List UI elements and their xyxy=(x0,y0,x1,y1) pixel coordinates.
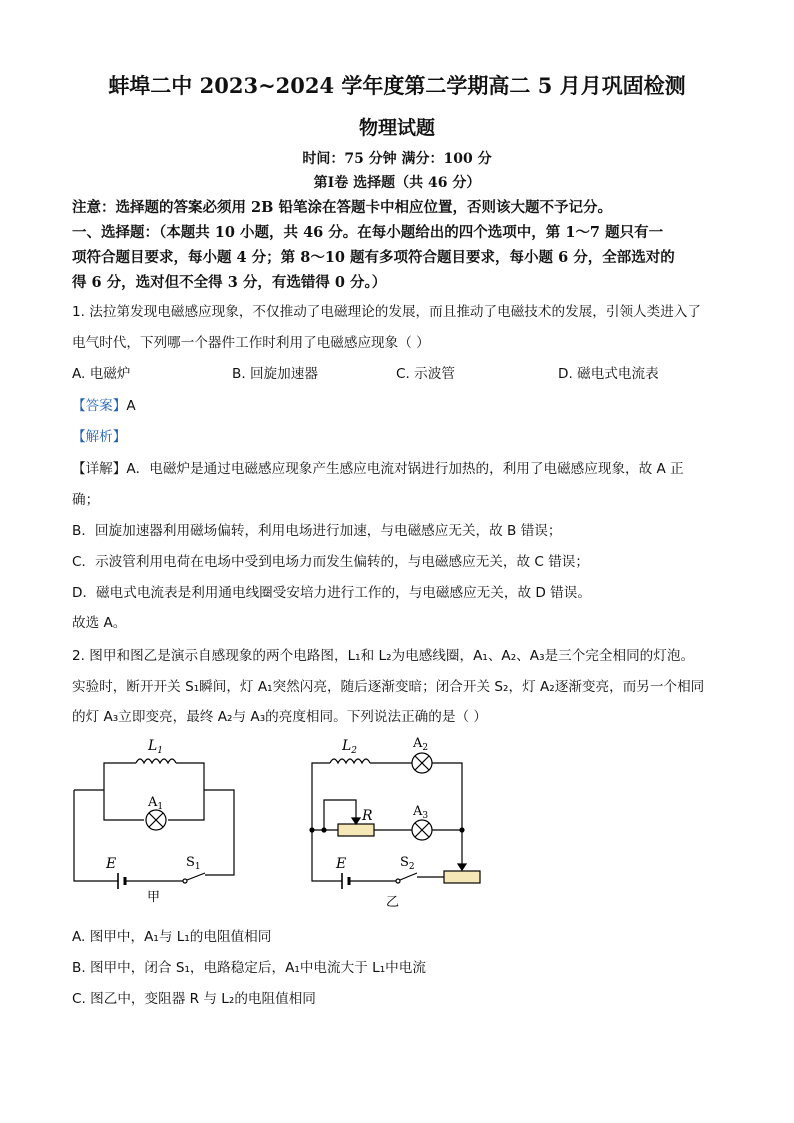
q1-detail-a-line2: 确； xyxy=(72,492,100,508)
subject-title: 物理试题 xyxy=(358,117,435,139)
yi-resistor-r xyxy=(338,824,374,836)
q2-stem-line1: 2. 图甲和图乙是演示自感现象的两个电路图，L₁和 L₂为电感线圈，A₁、A₂、A₃是三个完全相同的灯泡。 xyxy=(72,648,695,664)
answer-tag: 【答案】 xyxy=(72,398,127,414)
yi-rheostat-slider-arrow xyxy=(458,864,466,870)
yi-label-a2: $A_2$ xyxy=(413,736,429,753)
jia-branch-lamp-left xyxy=(104,790,144,820)
answer-value: A xyxy=(126,398,136,414)
detail-a-text: A．电磁炉是通过电磁感应现象产生感应电流对锅进行加热的，利用了电磁感应现象，故 A 正 xyxy=(126,461,684,477)
q1-option-d: D. 磁电式电流表 xyxy=(558,366,659,382)
jia-label-a: $A_1$ xyxy=(148,795,164,812)
yi-label-l: $L_2$ xyxy=(342,738,358,756)
q1-conclusion: 故选 A。 xyxy=(72,615,127,631)
yi-junction-slider xyxy=(322,828,326,832)
section-title-line3: 得 6 分，选对但不全得 3 分，有选错得 0 分。） xyxy=(72,274,387,291)
yi-switch-pivot xyxy=(396,879,400,883)
jia-caption: 甲 xyxy=(147,890,161,905)
jia-label-s: $S_1$ xyxy=(186,855,201,872)
section-title-line1: 一、选择题：（本题共 10 小题，共 46 分。在每小题给出的四个选项中，第 1～7 题只有一 xyxy=(72,224,664,241)
q1-option-a: A. 电磁炉 xyxy=(72,366,131,382)
detail-tag: 【详解】 xyxy=(72,461,127,477)
q2-option-c: C. 图乙中，变阻器 R 与 L₂的电阻值相同 xyxy=(72,991,316,1007)
notice: 注意：选择题的答案必须用 2B 铅笔涂在答题卡中相应位置，否则该大题不予记分。 xyxy=(72,199,612,216)
jia-wire-right xyxy=(204,790,234,875)
jia-switch-blade xyxy=(187,873,205,880)
yi-label-r: R xyxy=(362,808,373,824)
yi-junction-right xyxy=(460,828,464,832)
q1-stem-line2: 电气时代，下列哪一个器件工作时利用了电磁感应现象（ ） xyxy=(72,335,430,351)
yi-label-e: E xyxy=(336,856,347,872)
q1-option-c: C. 示波管 xyxy=(396,366,455,382)
yi-inductor-l2 xyxy=(330,759,370,763)
jia-label-e: E xyxy=(106,856,117,872)
yi-wire-top-right xyxy=(432,763,462,830)
yi-resistor-slider-arrow xyxy=(352,818,360,824)
yi-label-s: $S_2$ xyxy=(400,855,415,872)
yi-caption: 乙 xyxy=(386,895,400,910)
q2-stem-line2: 实验时，断开开关 S₁瞬间，灯 A₁突然闪亮，随后逐渐变暗；闭合开关 S₂，灯 A₂逐渐变亮，而另一个相同 xyxy=(72,679,705,695)
yi-junction-left xyxy=(310,828,314,832)
time-score: 时间：75 分钟 满分：100 分 xyxy=(302,151,492,167)
jia-branch-inductor-right xyxy=(168,763,204,820)
part-title: 第Ⅰ卷 选择题（共 46 分） xyxy=(313,175,481,191)
q1-stem-line1: 1. 法拉第发现电磁感应现象，不仅推动了电磁理论的发展，而且推动了电磁技术的发展，引领人类进入了 xyxy=(72,304,702,320)
q1-detail-c: C．示波管利用电荷在电场中受到电场力而发生偏转的，与电磁感应无关，故 C 错误； xyxy=(72,554,589,570)
circuit-jia xyxy=(74,759,234,889)
jia-branch-inductor-left xyxy=(104,763,136,790)
q2-option-a: A. 图甲中，A₁与 L₁的电阻值相同 xyxy=(72,929,272,945)
jia-switch-pivot xyxy=(183,879,187,883)
analysis-tag: 【解析】 xyxy=(72,429,127,445)
yi-rheostat-bottom xyxy=(444,871,480,883)
yi-label-a3: $A_3$ xyxy=(413,804,429,821)
q2-option-b: B. 图甲中，闭合 S₁，电路稳定后，A₁中电流大于 L₁中电流 xyxy=(72,960,426,976)
q1-option-b: B. 回旋加速器 xyxy=(232,366,318,382)
q1-detail-b: B．回旋加速器利用磁场偏转，利用电场进行加速，与电磁感应无关，故 B 错误； xyxy=(72,523,562,539)
jia-label-l: $L_1$ xyxy=(148,738,164,756)
jia-inductor-l1 xyxy=(136,759,176,763)
q2-stem-line3: 的灯 A₃立即变亮，最终 A₂与 A₃的亮度相同。下列说法正确的是（ ） xyxy=(72,709,487,725)
q1-detail-d: D．磁电式电流表是利用通电线圈受安培力进行工作的，与电磁感应无关，故 D 错误。 xyxy=(72,585,591,601)
yi-wire-top-left xyxy=(312,763,330,830)
exam-title: 蚌埠二中 2023~2024 学年度第二学期高二 5 月月巩固检测 xyxy=(108,73,686,98)
yi-switch-blade xyxy=(400,873,417,880)
section-title-line2: 项符合题目要求，每小题 4 分；第 8～10 题有多项符合题目要求，每小题 6 分，全部选对的 xyxy=(72,249,675,266)
